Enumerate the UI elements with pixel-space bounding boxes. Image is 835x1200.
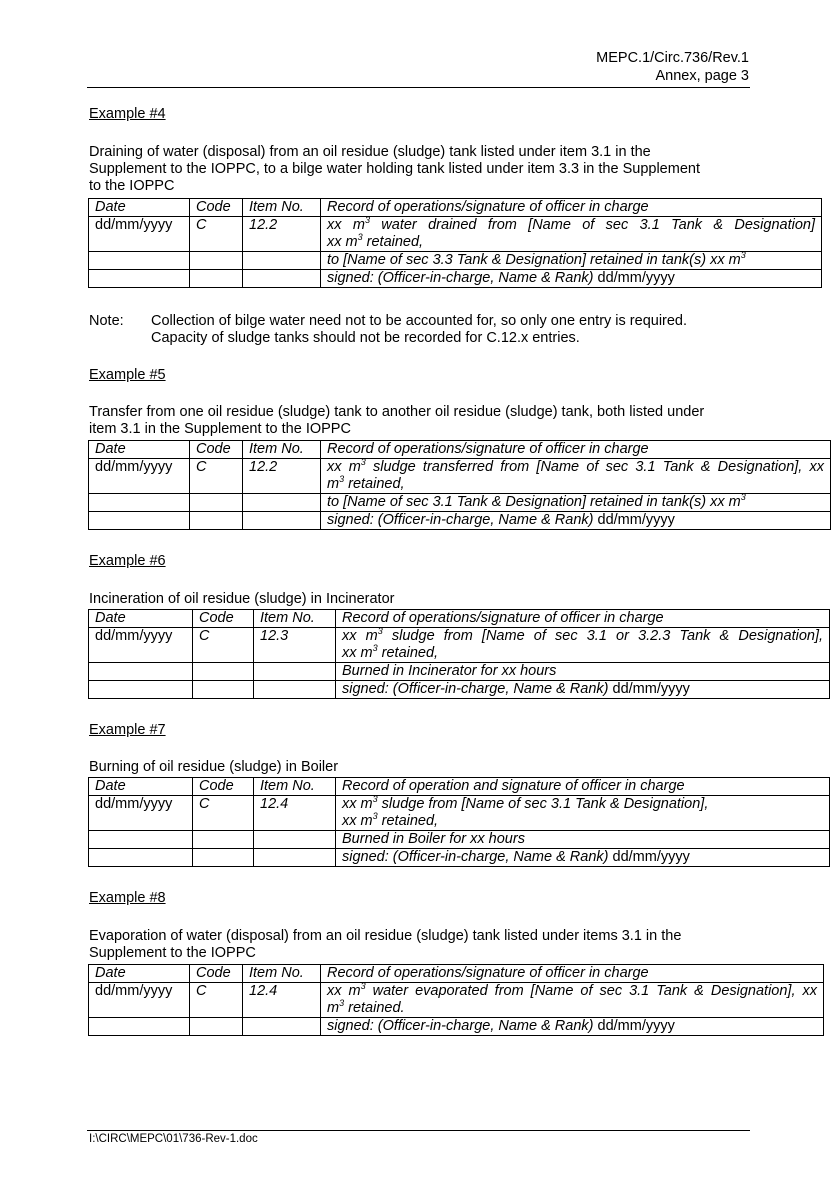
record-cell: xx $m^3$ sludge from [Name of sec 3.1 or 3.2.3 Tank & Designation], xx $m^3$ retained, bbox=[336, 628, 830, 663]
item-cell: 12.4 bbox=[254, 796, 336, 831]
example-6-table bbox=[88, 609, 830, 699]
col-code: Code bbox=[190, 965, 243, 983]
note-label: Note: bbox=[89, 313, 124, 329]
col-date: Date bbox=[89, 610, 193, 628]
example-7-table bbox=[88, 777, 830, 867]
header-rule bbox=[87, 87, 750, 88]
date-cell: dd/mm/yyyy bbox=[89, 217, 190, 252]
col-code: Code bbox=[193, 610, 254, 628]
col-record: Record of operations/signature of officer in charge bbox=[321, 965, 824, 983]
table-row bbox=[89, 1018, 824, 1036]
date-cell: dd/mm/yyyy bbox=[89, 628, 193, 663]
col-date: Date bbox=[89, 965, 190, 983]
header-reference: MEPC.1/Circ.736/Rev.1 bbox=[596, 50, 749, 66]
table-row bbox=[89, 512, 831, 530]
code-cell: C bbox=[193, 628, 254, 663]
example-4-description: Draining of water (disposal) from an oil residue (sludge) tank listed under item 3.1 in the Supplement to the IOPPC, to a bilge water holding tank listed under item 3.3 in the Supplement to the IOPPC bbox=[89, 144, 700, 194]
example-5-title: Example #5 bbox=[89, 367, 166, 383]
code-cell: C bbox=[193, 796, 254, 831]
example-4-title: Example #4 bbox=[89, 106, 166, 122]
col-date: Date bbox=[89, 441, 190, 459]
example-5-table bbox=[88, 440, 831, 530]
item-cell: 12.2 bbox=[243, 217, 321, 252]
signature-cell: signed: (Officer-in-charge, Name & Rank) dd/mm/yyyy bbox=[336, 681, 830, 699]
example-6-title: Example #6 bbox=[89, 553, 166, 569]
example-4-table bbox=[88, 198, 822, 288]
example-5-description: Transfer from one oil residue (sludge) tank to another oil residue (sludge) tank, both listed under item 3.1 in the Supplement to the IOPPC bbox=[89, 404, 705, 437]
code-cell: C bbox=[190, 459, 243, 494]
table-header-row bbox=[89, 199, 822, 217]
col-item: Item No. bbox=[243, 441, 321, 459]
footer-file-path: I:\CIRC\MEPC\01\736-Rev-1.doc bbox=[89, 1133, 258, 1145]
col-item: Item No. bbox=[243, 965, 321, 983]
col-item: Item No. bbox=[243, 199, 321, 217]
table-header-row bbox=[89, 965, 824, 983]
record-cell: xx $m^3$ water evaporated from [Name of sec 3.1 Tank & Designation], xx $m^3$ retained. bbox=[321, 983, 824, 1018]
col-code: Code bbox=[190, 441, 243, 459]
item-cell: 12.2 bbox=[243, 459, 321, 494]
table-row bbox=[89, 983, 824, 1018]
date-cell: dd/mm/yyyy bbox=[89, 459, 190, 494]
table-header-row bbox=[89, 610, 830, 628]
example-8-description: Evaporation of water (disposal) from an oil residue (sludge) tank listed under items 3.1 in the Supplement to the IOPPC bbox=[89, 928, 682, 961]
record-cell: xx $m^3$ water drained from [Name of sec 3.1 Tank & Designation] xx $m^3$ retained, bbox=[321, 217, 822, 252]
col-item: Item No. bbox=[254, 610, 336, 628]
header-page: Annex, page 3 bbox=[655, 68, 749, 84]
signature-cell: signed: (Officer-in-charge, Name & Rank) dd/mm/yyyy bbox=[336, 849, 830, 867]
col-record: Record of operation and signature of officer in charge bbox=[336, 778, 830, 796]
signature-cell: signed: (Officer-in-charge, Name & Rank) dd/mm/yyyy bbox=[321, 512, 831, 530]
table-row bbox=[89, 217, 822, 252]
table-row bbox=[89, 681, 830, 699]
table-row bbox=[89, 252, 822, 270]
table-row bbox=[89, 628, 830, 663]
example-6-description: Incineration of oil residue (sludge) in Incinerator bbox=[89, 591, 395, 607]
code-cell: C bbox=[190, 217, 243, 252]
example-8-table bbox=[88, 964, 824, 1036]
col-record: Record of operations/signature of officer in charge bbox=[336, 610, 830, 628]
footer-rule bbox=[87, 1130, 750, 1131]
example-7-title: Example #7 bbox=[89, 722, 166, 738]
table-header-row bbox=[89, 441, 831, 459]
note: Note: Collection of bilge water need not to be accounted for, so only one entry is required. Capacity of sludge tanks should not be recorded for C.12.x entries. bbox=[89, 313, 688, 346]
table-row bbox=[89, 663, 830, 681]
col-date: Date bbox=[89, 778, 193, 796]
example-7-description: Burning of oil residue (sludge) in Boiler bbox=[89, 759, 339, 775]
signature-cell: signed: (Officer-in-charge, Name & Rank) dd/mm/yyyy bbox=[321, 270, 822, 288]
date-cell: dd/mm/yyyy bbox=[89, 983, 190, 1018]
record-cell: to [Name of sec 3.3 Tank & Designation] retained in tank(s) xx $m^3$ bbox=[321, 252, 822, 270]
table-row bbox=[89, 831, 830, 849]
col-record: Record of operations/signature of officer in charge bbox=[321, 199, 822, 217]
table-row bbox=[89, 796, 830, 831]
item-cell: 12.4 bbox=[243, 983, 321, 1018]
table-row bbox=[89, 494, 831, 512]
date-cell: dd/mm/yyyy bbox=[89, 796, 193, 831]
record-cell: xx $m^3$ sludge transferred from [Name of sec 3.1 Tank & Designation], xx $m^3$ retained, bbox=[321, 459, 831, 494]
record-cell: to [Name of sec 3.1 Tank & Designation] retained in tank(s) xx $m^3$ bbox=[321, 494, 831, 512]
item-cell: 12.3 bbox=[254, 628, 336, 663]
col-date: Date bbox=[89, 199, 190, 217]
col-item: Item No. bbox=[254, 778, 336, 796]
table-header-row bbox=[89, 778, 830, 796]
example-8-title: Example #8 bbox=[89, 890, 166, 906]
record-cell: Burned in Boiler for xx hours bbox=[336, 831, 830, 849]
record-cell: Burned in Incinerator for xx hours bbox=[336, 663, 830, 681]
record-cell: xx $m^3$ sludge from [Name of sec 3.1 Tank & Designation], xx $m^3$ retained, bbox=[336, 796, 830, 831]
col-record: Record of operations/signature of officer in charge bbox=[321, 441, 831, 459]
code-cell: C bbox=[190, 983, 243, 1018]
signature-cell: signed: (Officer-in-charge, Name & Rank) dd/mm/yyyy bbox=[321, 1018, 824, 1036]
col-code: Code bbox=[190, 199, 243, 217]
table-row bbox=[89, 270, 822, 288]
table-row bbox=[89, 459, 831, 494]
table-row bbox=[89, 849, 830, 867]
col-code: Code bbox=[193, 778, 254, 796]
